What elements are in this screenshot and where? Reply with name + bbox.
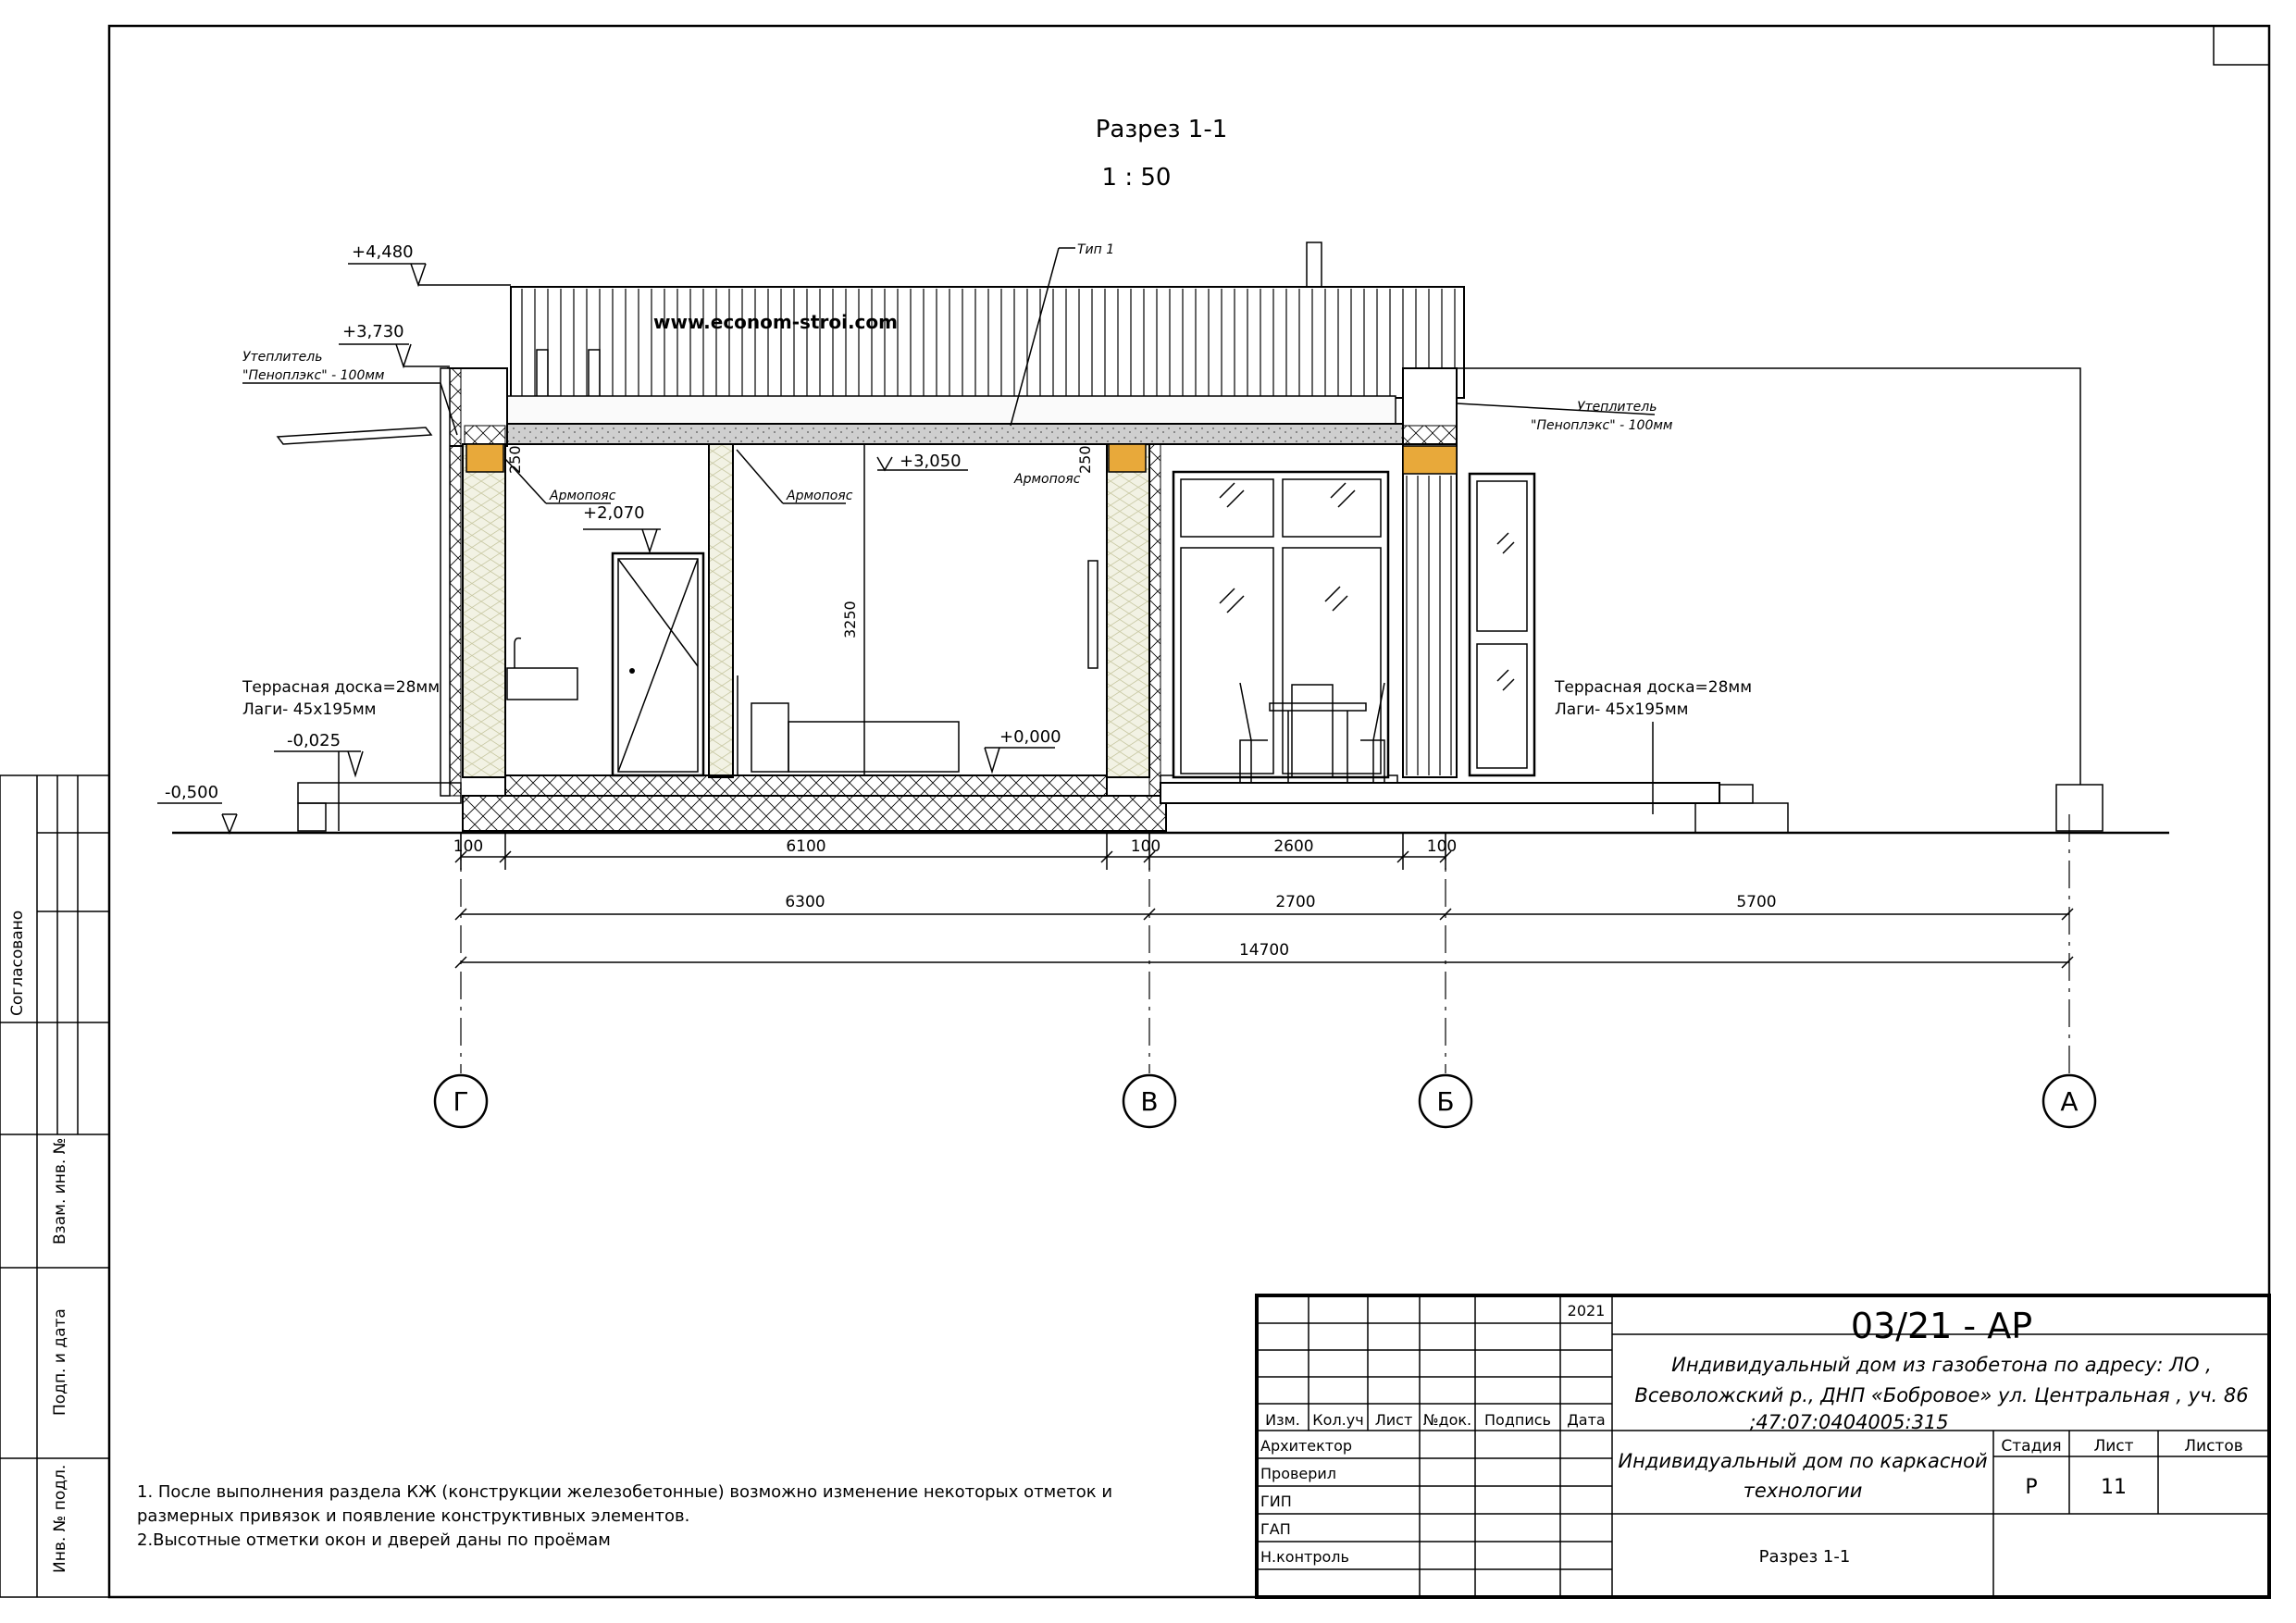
armopoyas-label-2: Армопояс: [787, 489, 853, 503]
wall-left: [463, 444, 505, 777]
notes: [137, 1482, 1112, 1550]
tb-role-checked: Проверил: [1260, 1465, 1337, 1482]
dim-r1-4: 2600: [1273, 837, 1314, 856]
level-top: +4,480: [352, 242, 414, 262]
title-block: [1257, 1295, 2269, 1597]
axis-b: Б: [1436, 1086, 1455, 1117]
tb-sheet-label: Лист: [2093, 1437, 2134, 1456]
terrace-post: [1403, 444, 1457, 777]
dim-r2-3: 5700: [1736, 893, 1777, 911]
parapet-insul-right: [1403, 426, 1457, 446]
roof-insulation: [505, 396, 1396, 424]
insul-left-wall: [450, 368, 461, 796]
dim-r1-2: 6100: [786, 837, 826, 856]
terrace-right-text-1: Террасная доска=28мм: [1555, 678, 1753, 697]
dim-3250: 3250: [841, 601, 859, 638]
wall-b: [1107, 444, 1149, 777]
tb-role-architect: Архитектор: [1260, 1437, 1353, 1455]
roof-slab: [463, 424, 1436, 444]
roof-type-label: Тип 1: [1077, 242, 1115, 257]
sink: [507, 638, 577, 700]
tb-stage-label: Стадия: [2001, 1437, 2062, 1456]
dim-r2-2: 2700: [1275, 893, 1316, 911]
dim-r1-1: 100: [453, 837, 484, 856]
parapet-insul-left: [465, 426, 505, 446]
level-parapet: +3,730: [342, 322, 404, 341]
level-floor: +0,000: [999, 727, 1061, 747]
dim-250-right: 250: [1076, 445, 1094, 474]
armopoyas-right: [1109, 444, 1146, 472]
tb-h-izm: Изм.: [1265, 1411, 1300, 1429]
building-section: [172, 242, 2169, 833]
terrace-left-text-1: Террасная доска=28мм: [242, 678, 441, 697]
dim-r2-1: 6300: [785, 893, 825, 911]
insul-left-text-2: "Пеноплэкс" - 100мм: [242, 368, 385, 383]
tb-object-2: технологии: [1743, 1480, 1863, 1502]
terrace-left-text-2: Лаги- 45х195мм: [242, 700, 377, 719]
foundation: [463, 796, 1166, 831]
gutter-left: [278, 427, 431, 444]
tb-sheet: 11: [2101, 1476, 2127, 1499]
tb-project-3: ;47:07:0404005:315: [1749, 1411, 1949, 1433]
corner-box: [2214, 26, 2269, 65]
axis-markers: [435, 1075, 2095, 1127]
level-door: +2,070: [583, 503, 645, 523]
note-line-3: 2.Высотные отметки окон и дверей даны по проёмам: [137, 1530, 611, 1550]
wall-mirror: [1088, 561, 1098, 668]
dimension-chains: [453, 814, 2073, 1073]
dim-r3-1: 14700: [1238, 941, 1290, 960]
note-line-1: 1. После выполнения раздела КЖ (конструкции железобетонные) возможно изменение некоторых отметок и: [137, 1482, 1113, 1502]
partition-wall: [709, 444, 733, 777]
tb-h-list: Лист: [1374, 1411, 1413, 1429]
step-2: [1695, 803, 1788, 833]
insul-wall-b: [1149, 444, 1160, 796]
cladding-left: [441, 368, 450, 796]
left-step: [298, 803, 326, 831]
gable-cladding: [511, 287, 1464, 398]
interior-door: [613, 553, 703, 775]
insul-left-text-1: Утеплитель: [242, 350, 323, 365]
tb-role-gip: ГИП: [1260, 1493, 1292, 1510]
section-title: Разрез 1-1: [1095, 116, 1228, 143]
armopoyas-terrace: [1403, 446, 1457, 474]
stamp-vzam: Взам. инв. №: [51, 1137, 69, 1245]
level-ground: -0,500: [165, 783, 219, 802]
terrace-window: [1173, 472, 1388, 777]
tb-code: 03/21 - АР: [1850, 1306, 2033, 1346]
stamp-inv: Инв. № подл.: [51, 1464, 69, 1573]
level-ceiling: +3,050: [900, 452, 962, 471]
right-porch-step: [2056, 785, 2103, 831]
tb-sheets-label: Листов: [2184, 1437, 2243, 1456]
note-line-2: размерных привязок и появление конструктивных элементов.: [137, 1506, 690, 1526]
side-stamp: [0, 775, 109, 1597]
dim-r1-3: 100: [1130, 837, 1161, 856]
step-1: [1719, 785, 1753, 803]
armopoyas-left: [466, 444, 503, 472]
tb-role-gap: ГАП: [1260, 1520, 1291, 1538]
insul-right-text-1: Утеплитель: [1577, 400, 1657, 415]
tb-h-kol: Кол.уч: [1312, 1411, 1364, 1429]
level-terrace: -0,025: [287, 731, 341, 750]
insul-right-text-2: "Пеноплэкс" - 100мм: [1531, 418, 1673, 433]
tb-role-nkontrol: Н.контроль: [1260, 1548, 1349, 1566]
axis-g: Г: [453, 1086, 469, 1117]
tb-year: 2021: [1567, 1302, 1606, 1319]
tb-project-1: Индивидуальный дом из газобетона по адресу: ЛО ,: [1671, 1354, 2212, 1376]
floor-slab-left: [505, 775, 1107, 796]
dim-250-left: 250: [506, 445, 524, 474]
website-label: www.econom-stroi.com: [653, 311, 898, 333]
tb-stage: Р: [2025, 1476, 2038, 1499]
axis-a: А: [2060, 1086, 2079, 1117]
bed: [738, 675, 959, 775]
tb-h-podpis: Подпись: [1484, 1411, 1551, 1429]
armopoyas-label-1: Армопояс: [550, 489, 616, 503]
chimney: [1307, 242, 1322, 287]
stamp-agreed: Согласовано: [8, 910, 27, 1016]
tb-project-2: Всеволожский р., ДНП «Бобровое» ул. Центральная , уч. 86: [1634, 1384, 2249, 1406]
tb-sheet-name: Разрез 1-1: [1758, 1547, 1851, 1567]
tb-object-1: Индивидуальный дом по каркасной: [1618, 1450, 1988, 1472]
tb-h-data: Дата: [1567, 1411, 1606, 1429]
left-deck: [298, 783, 461, 803]
terrace-right-text-2: Лаги- 45х195мм: [1555, 700, 1689, 719]
section-scale: 1 : 50: [1101, 164, 1172, 192]
tb-h-ndok: №док.: [1422, 1411, 1472, 1429]
armopoyas-label-3: Армопояс: [1014, 472, 1081, 487]
dim-r1-5: 100: [1426, 837, 1458, 856]
terrace-door: [1470, 474, 1534, 775]
axis-v: В: [1140, 1086, 1159, 1117]
terrace-deck: [1160, 783, 1719, 803]
stamp-podp: Подп. и дата: [51, 1308, 69, 1416]
